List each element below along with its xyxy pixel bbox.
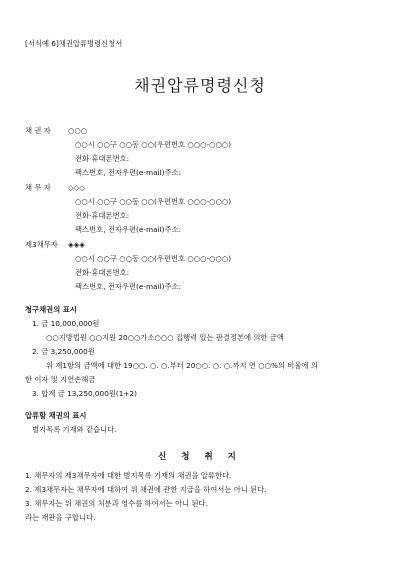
claim-line-5: 한 이자 및 지연손해금: [25, 375, 96, 384]
purpose-line-3: 3. 채무자는 위 채권의 처분과 영수를 하여서는 아니 된다.: [25, 499, 208, 508]
creditor-name: ○○○: [68, 126, 88, 135]
third-debtor-name: ◈◈◈: [68, 240, 85, 249]
seizure-heading: 압류할 채권의 표시: [25, 411, 87, 420]
debtor-role-label: 채 무 자: [25, 183, 51, 192]
document-title: 채권압류명령신청: [134, 76, 266, 95]
debtor-address: ○○시 ○○구 ○○동 ○○(우편번호 ○○○-○○○): [75, 197, 232, 206]
seizure-text: 별지목록 기재와 같습니다.: [32, 425, 117, 434]
creditor-phone: 전화·휴대폰번호:: [75, 154, 130, 163]
purpose-line-4: 라는 재판을 구합니다.: [25, 513, 96, 522]
purpose-line-1: 1. 채무자의 제3채무자에 대한 별지목록 기재의 채권을 압류한다.: [25, 471, 232, 480]
claim-line-4: 위 제1항의 금액에 대한 19○○. ○. ○.부터 20○○. ○. ○.까지 연 ○○%의 비율에 의: [46, 361, 318, 370]
debtor-phone: 전화·휴대폰번호:: [75, 211, 130, 220]
creditor-row: [25, 126, 87, 136]
third-debtor-row: [25, 240, 85, 250]
claim-heading: 청구채권의 표시: [25, 305, 77, 314]
creditor-address: ○○시 ○○구 ○○동 ○○(우편번호 ○○○-○○○): [75, 140, 232, 149]
third-debtor-address: ○○시 ○○구 ○○동 ○○(우편번호 ○○○-○○○): [75, 254, 232, 263]
third-debtor-role-label: 제3채무자: [25, 240, 58, 249]
form-label: [서식예 6]채권압류명령신청서: [25, 39, 123, 48]
claim-line-1: 1. 금 10,000,000원: [32, 319, 100, 328]
debtor-row: [25, 183, 85, 193]
purpose-line-2: 2. 제3채무자는 채무자에 대하여 위 채권에 관한 지급을 하여서는 아니 된다.: [25, 485, 267, 494]
third-debtor-fax-email: 팩스번호, 전자우편(e-mail)주소:: [75, 282, 182, 291]
claim-line-2: ○○지방법원 ○○지원 20○○가소○○○ 집행력 있는 판결정본에 의한 금액: [46, 333, 284, 342]
debtor-name: ◇◇◇: [68, 183, 85, 192]
creditor-fax-email: 팩스번호, 전자우편(e-mail)주소:: [75, 168, 182, 177]
claim-line-6: 3. 합계 금 13,250,000원(1+2): [32, 389, 137, 398]
purpose-heading: 신 청 취 지: [158, 452, 242, 462]
claim-line-3: 2. 금 3,250,000원: [32, 347, 95, 356]
creditor-role-label: 채 권 자: [25, 126, 51, 135]
debtor-fax-email: 팩스번호, 전자우편(e-mail)주소:: [75, 225, 182, 234]
third-debtor-phone: 전화·휴대폰번호:: [75, 268, 130, 277]
